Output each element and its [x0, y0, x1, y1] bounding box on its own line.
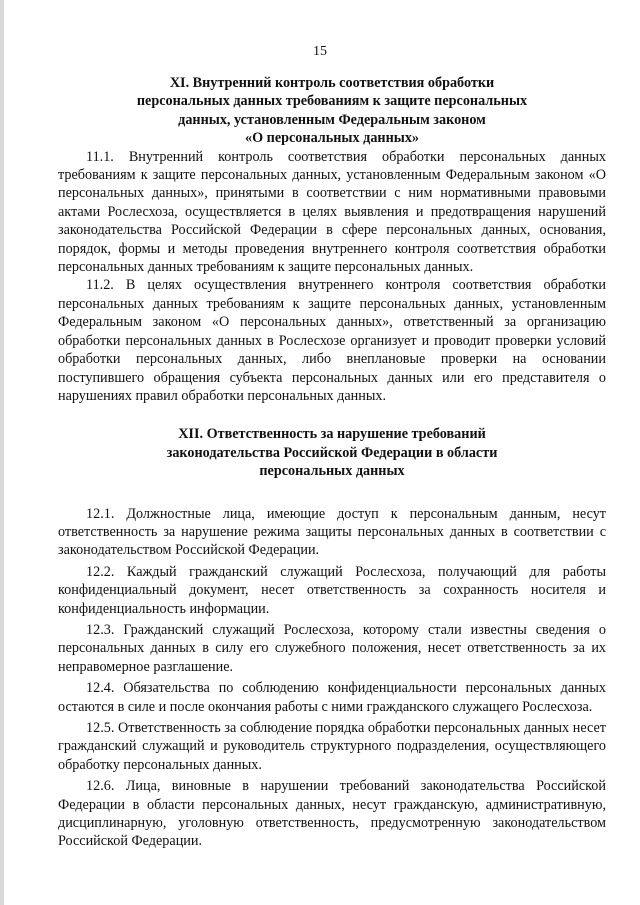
section-11 — [58, 74, 606, 405]
paragraph-11-2: 11.2. В целях осуществления внутреннего контроля соответствия обработки персональных данных требованиям к защите персональных данных, установленным Федеральным законом «О персональных данных», ответственный за организацию обработки персональных данных в Рослесхозе организует и проводит проверки условий обработки персональных данных, либо внеплановые проверки на основании поступившего обращения субъекта персональных данных или его представителя о нарушениях правил обработки персональных данных. — [58, 277, 606, 404]
section-11-heading-line-4: «О персональных данных» — [244, 130, 420, 147]
section-12-heading-line-3: персональных данных — [259, 463, 405, 480]
section-11-heading-line-3: данных, установленным Федеральным законом — [178, 111, 486, 128]
page-content — [58, 74, 606, 851]
paragraph-12-1: 12.1. Должностные лица, имеющие доступ к персональным данным, несут ответственность за нарушение режима защиты персональных данных в соответствии с законодательством Российской Федерации. — [58, 505, 606, 559]
page-number: 15 — [313, 44, 327, 59]
paragraph-12-3: 12.3. Гражданский служащий Рослесхоза, которому стали известны сведения о персональных данных в силу его служебного положения, несет ответственность за их неправомерное разглашение. — [58, 621, 606, 675]
section-12-heading-line-2: законодательства Российской Федерации в области — [166, 444, 498, 461]
section-12 — [58, 425, 606, 851]
paragraph-11-1: 11.1. Внутренний контроль соответствия обработки персональных данных требованиям к защите персональных данных, установленным Федеральным законом «О персональных данных», принятыми в соответствии с ним нормативными правовыми актами Рослесхоза, осуществляется в целях выявления и предотвращения нарушений законодательства Российской Федерации в сфере персональных данных, основания, порядок, формы и методы проведения внутреннего контроля соответствия обработки персональных данных требованиям к защите персональных данных. — [58, 148, 606, 276]
section-11-heading-line-2: персональных данных требованиям к защите персональных — [136, 93, 528, 110]
scan-edge — [0, 0, 4, 905]
paragraph-12-6: 12.6. Лица, виновные в нарушении требований законодательства Российской Федерации в области персональных данных, несут гражданскую, административную, дисциплинарную, уголовную ответственность, предусмотренную законодательством Российской Федерации. — [58, 778, 606, 850]
paragraph-12-5: 12.5. Ответственность за соблюдение порядка обработки персональных данных несет гражданский служащий и руководитель структурного подразделения, осуществляющего обработку персональных данных. — [58, 720, 606, 773]
paragraph-12-4: 12.4. Обязательства по соблюдению конфиденциальности персональных данных остаются в силе и после окончания работы с ними гражданского служащего Рослесхоза. — [58, 680, 606, 715]
paragraph-12-2: 12.2. Каждый гражданский служащий Рослесхоза, получающий для работы конфиденциальный документ, несет ответственность за сохранность носителя и конфиденциальность информации. — [58, 563, 606, 617]
section-12-heading-line-1: XII. Ответственность за нарушение требований — [178, 426, 486, 443]
section-11-heading-line-1: XI. Внутренний контроль соответствия обработки — [169, 75, 495, 91]
